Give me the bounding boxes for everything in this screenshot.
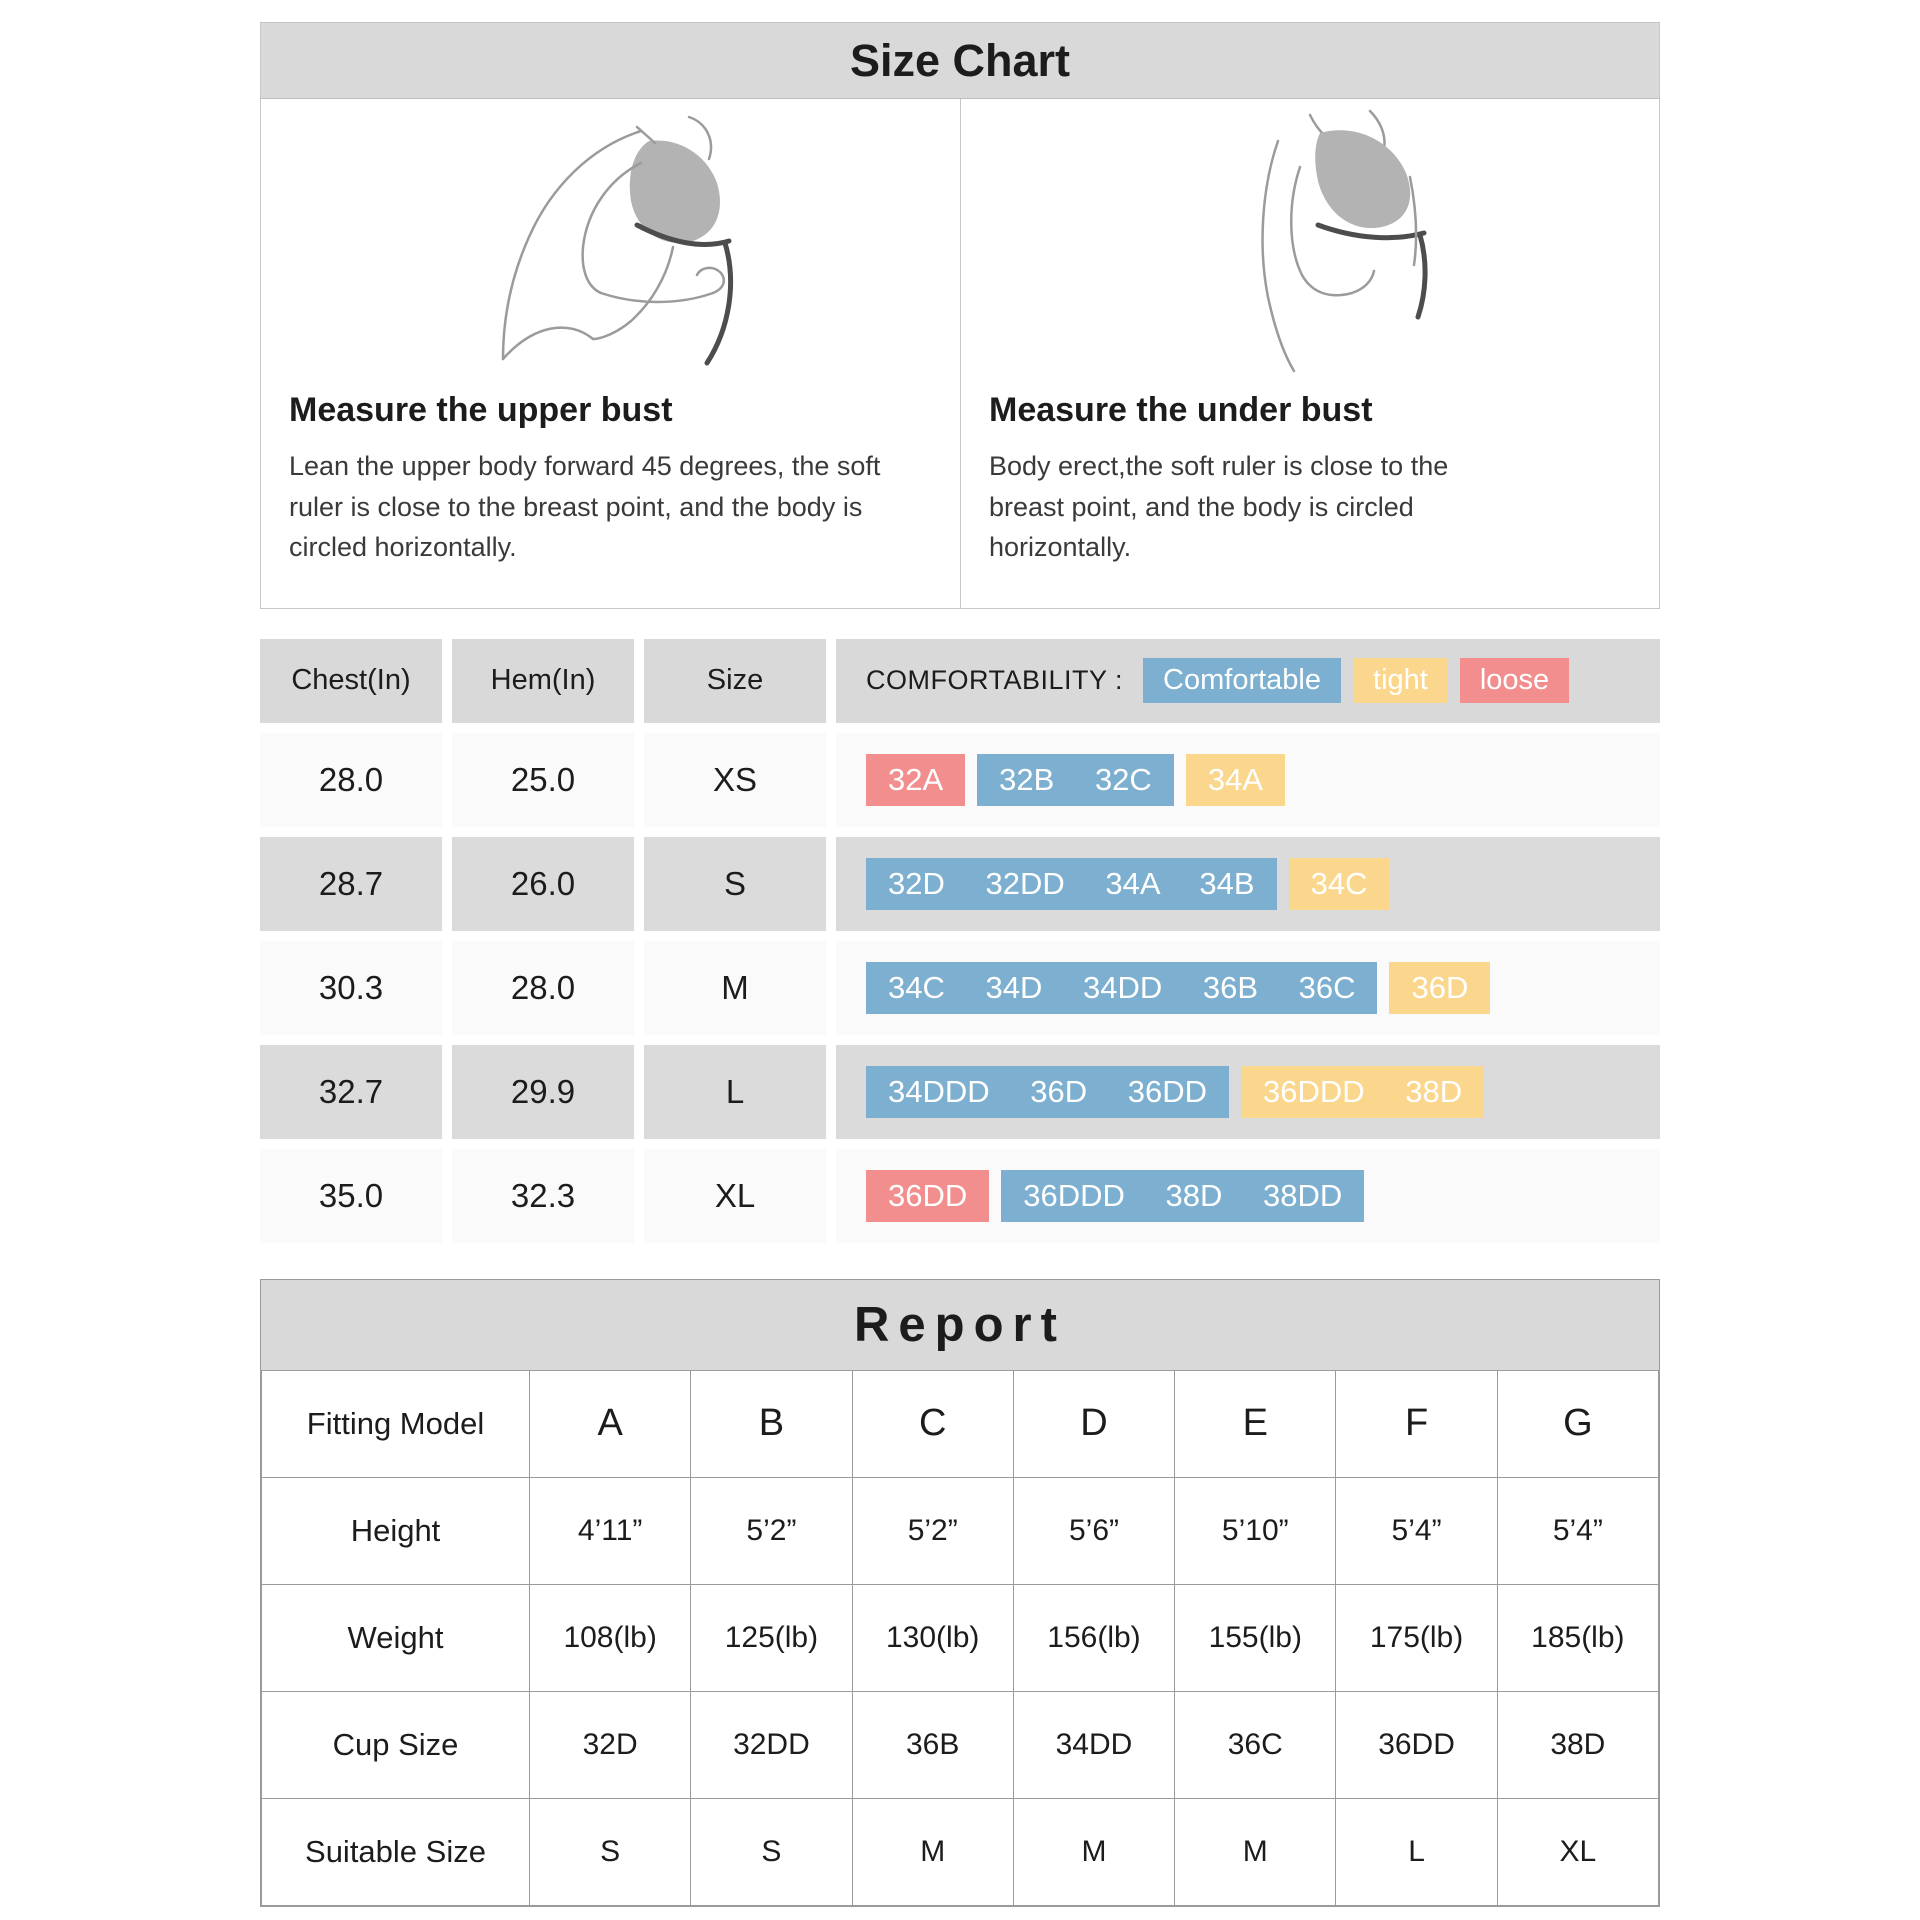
suitable-size-value: M <box>1175 1798 1336 1905</box>
size-value: XS <box>644 733 826 827</box>
cup-badge: 32A <box>866 754 965 806</box>
suitable-size-value: S <box>530 1798 691 1905</box>
cup-badge: 32B 32C <box>977 754 1174 806</box>
model-name: F <box>1336 1370 1497 1477</box>
height-value: 4’11” <box>530 1477 691 1584</box>
cup-size-value: 36C <box>1175 1691 1336 1798</box>
model-name: A <box>530 1370 691 1477</box>
cup-badge: 32D 32DD 34A 34B <box>866 858 1277 910</box>
row-label: Fitting Model <box>262 1370 530 1477</box>
cup-size-value: 32D <box>530 1691 691 1798</box>
height-value: 5’2” <box>852 1477 1013 1584</box>
comfortability-label: COMFORTABILITY : <box>866 665 1124 695</box>
cup-size-value: 36B <box>852 1691 1013 1798</box>
cup-size-value: 34DD <box>1013 1691 1174 1798</box>
suitable-size-value: XL <box>1497 1798 1658 1905</box>
height-value: 5’4” <box>1336 1477 1497 1584</box>
cup-size-value: 36DD <box>1336 1691 1497 1798</box>
upper-bust-description: Lean the upper body forward 45 degrees, the soft ruler is close to the breast point, and the body is circled horizontally. <box>289 451 881 562</box>
legend-loose-badge: loose <box>1460 658 1569 703</box>
hem-value: 29.9 <box>452 1045 634 1139</box>
model-name: G <box>1497 1370 1658 1477</box>
weight-value: 155(lb) <box>1175 1584 1336 1691</box>
chest-value: 28.0 <box>260 733 442 827</box>
upper-bust-panel <box>261 99 960 608</box>
size-value: M <box>644 941 826 1035</box>
weight-value: 108(lb) <box>530 1584 691 1691</box>
column-header-chest: Chest(In) <box>260 639 442 723</box>
report-title: Report <box>261 1280 1659 1370</box>
size-value: L <box>644 1045 826 1139</box>
size-comfortability-table <box>260 639 1660 1243</box>
report-section <box>260 1279 1660 1907</box>
model-name: D <box>1013 1370 1174 1477</box>
cup-badge: 34C <box>1289 858 1390 910</box>
chest-value: 30.3 <box>260 941 442 1035</box>
hem-value: 32.3 <box>452 1149 634 1243</box>
weight-row <box>262 1584 1659 1691</box>
row-label: Weight <box>262 1584 530 1691</box>
model-name: B <box>691 1370 852 1477</box>
size-chart-section <box>260 22 1660 609</box>
upright-figure-icon <box>1160 107 1460 377</box>
fitting-model-row <box>262 1370 1659 1477</box>
cup-badge: 34C 34D 34DD 36B 36C <box>866 962 1377 1014</box>
under-bust-heading: Measure the under bust <box>989 391 1373 429</box>
row-label: Height <box>262 1477 530 1584</box>
suitable-size-value: L <box>1336 1798 1497 1905</box>
cup-badge: 36D <box>1389 962 1490 1014</box>
row-label: Cup Size <box>262 1691 530 1798</box>
cup-size-value: 38D <box>1497 1691 1658 1798</box>
cup-badges-row-xs <box>836 733 1660 827</box>
cup-badge: 36DDD 38D 38DD <box>1001 1170 1364 1222</box>
page-content <box>260 0 1660 1907</box>
cup-size-row <box>262 1691 1659 1798</box>
cup-badges-row-s <box>836 837 1660 931</box>
measure-panels <box>261 99 1659 608</box>
weight-value: 175(lb) <box>1336 1584 1497 1691</box>
size-value: S <box>644 837 826 931</box>
cup-badges-row-xl <box>836 1149 1660 1243</box>
cup-badge: 36DD <box>866 1170 989 1222</box>
height-value: 5’10” <box>1175 1477 1336 1584</box>
chest-value: 35.0 <box>260 1149 442 1243</box>
weight-value: 185(lb) <box>1497 1584 1658 1691</box>
under-bust-panel <box>960 99 1659 608</box>
chest-value: 32.7 <box>260 1045 442 1139</box>
model-name: C <box>852 1370 1013 1477</box>
suitable-size-value: S <box>691 1798 852 1905</box>
upper-bust-figure-illustration <box>289 107 932 385</box>
hem-value: 28.0 <box>452 941 634 1035</box>
height-row <box>262 1477 1659 1584</box>
report-table <box>261 1370 1659 1906</box>
cup-badges-row-m <box>836 941 1660 1035</box>
row-label: Suitable Size <box>262 1798 530 1905</box>
suitable-size-value: M <box>1013 1798 1174 1905</box>
cup-badges-row-l <box>836 1045 1660 1139</box>
size-chart-title: Size Chart <box>261 23 1659 99</box>
height-value: 5’4” <box>1497 1477 1658 1584</box>
cup-size-value: 32DD <box>691 1691 852 1798</box>
height-value: 5’6” <box>1013 1477 1174 1584</box>
legend-comfortable-badge: Comfortable <box>1143 658 1341 703</box>
hem-value: 25.0 <box>452 733 634 827</box>
chest-value: 28.7 <box>260 837 442 931</box>
cup-badge: 34DDD 36D 36DD <box>866 1066 1229 1118</box>
weight-value: 125(lb) <box>691 1584 852 1691</box>
suitable-size-value: M <box>852 1798 1013 1905</box>
column-header-hem: Hem(In) <box>452 639 634 723</box>
suitable-size-row <box>262 1798 1659 1905</box>
weight-value: 156(lb) <box>1013 1584 1174 1691</box>
weight-value: 130(lb) <box>852 1584 1013 1691</box>
height-value: 5’2” <box>691 1477 852 1584</box>
cup-badge: 36DDD 38D <box>1241 1066 1484 1118</box>
cup-badge: 34A <box>1186 754 1285 806</box>
bent-figure-icon <box>441 107 781 377</box>
upper-bust-heading: Measure the upper bust <box>289 391 673 429</box>
legend-tight-badge: tight <box>1353 658 1448 703</box>
size-value: XL <box>644 1149 826 1243</box>
column-header-size: Size <box>644 639 826 723</box>
comfortability-legend <box>836 639 1660 723</box>
hem-value: 26.0 <box>452 837 634 931</box>
under-bust-description: Body erect,the soft ruler is close to the breast point, and the body is circled horizontally. <box>989 451 1449 562</box>
under-bust-figure-illustration <box>989 107 1631 385</box>
model-name: E <box>1175 1370 1336 1477</box>
